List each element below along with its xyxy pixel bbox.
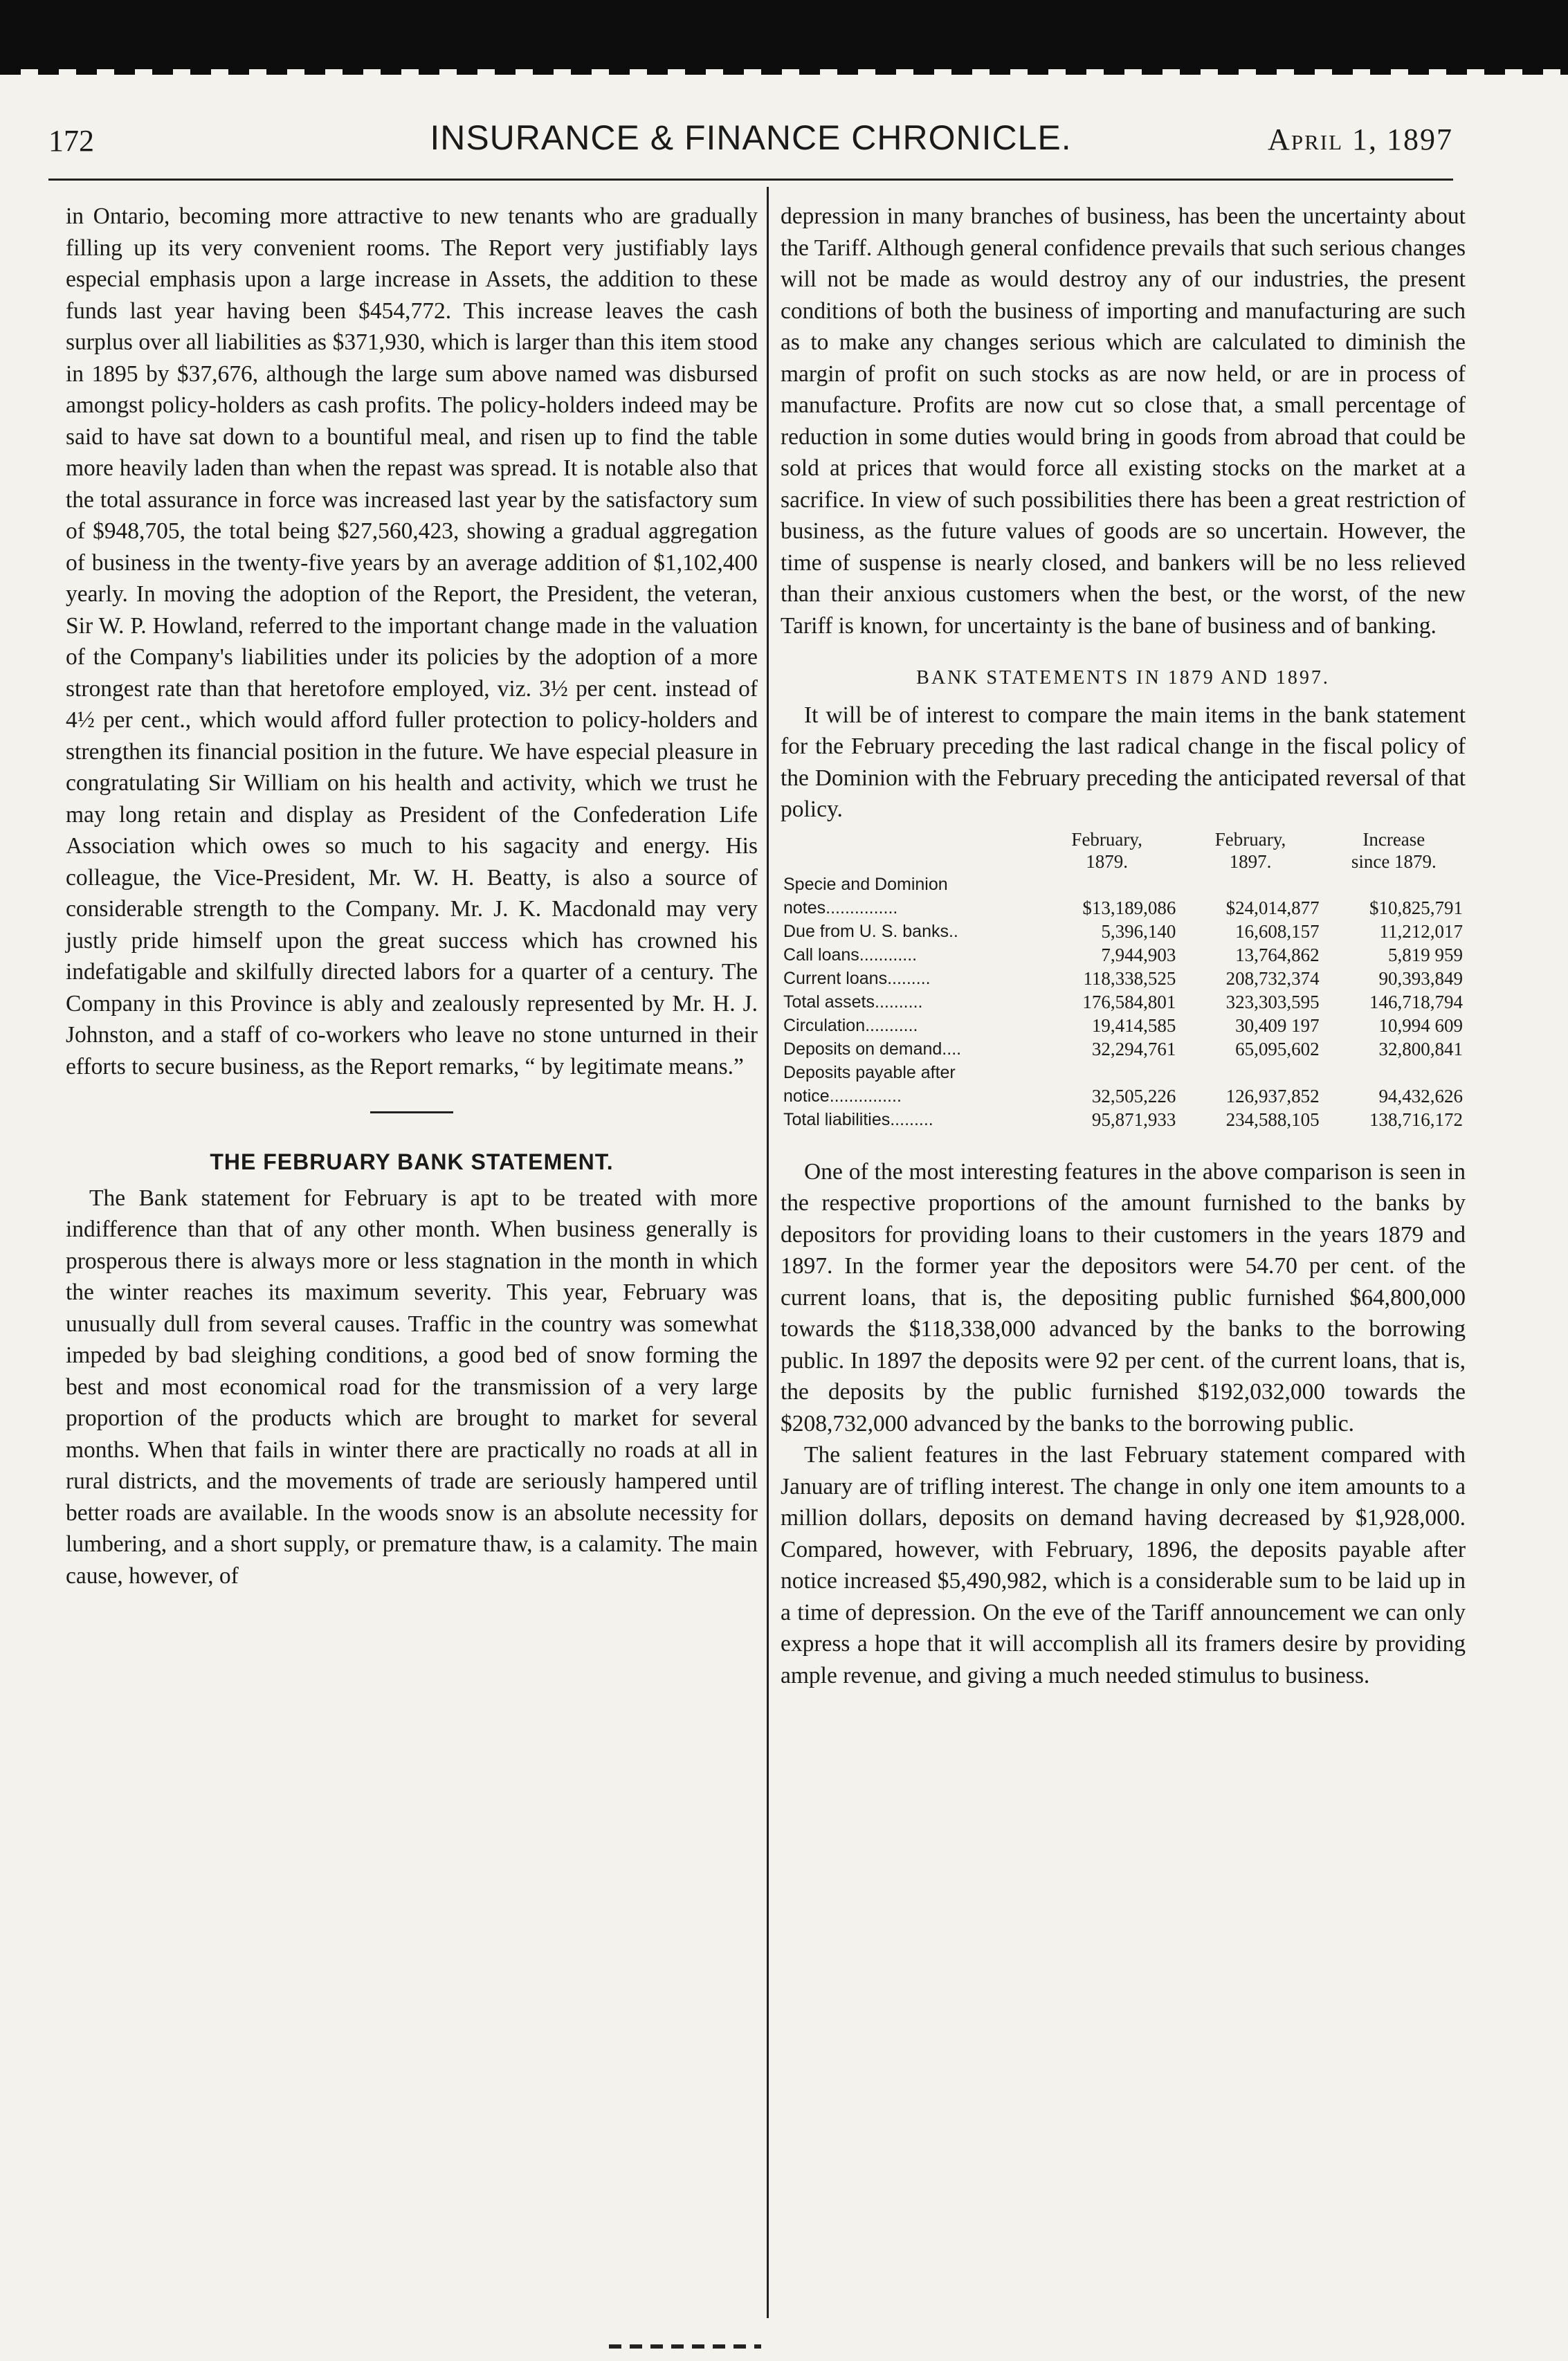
cell-increase [1322, 1061, 1466, 1084]
cell-1879: 7,944,903 [1101, 944, 1176, 965]
table-row [781, 1108, 1466, 1131]
cell-increase: 94,432,626 [1378, 1085, 1463, 1106]
cell-increase: 138,716,172 [1369, 1109, 1463, 1130]
cell-1879 [1035, 873, 1178, 896]
cell-1879: 32,505,226 [1091, 1085, 1176, 1106]
row-label: Total liabilities......... [783, 1109, 933, 1129]
cell-increase: 5,819 959 [1388, 944, 1463, 965]
cell-1897: 30,409 197 [1235, 1014, 1320, 1036]
scan-top-band [0, 0, 1568, 69]
table-header-cell: February, 1879. [1071, 828, 1142, 872]
article-paragraph: in Ontario, becoming more attractive to new tenants who are gradually filling up its very convenient rooms. The Report very justifiably lays especial emphasis upon a large increase in Assets, the addition to these funds last year having been $454,772. This increase leaves the cash surplus over all liabilities as $371,930, which is larger than this item stood in 1895 by $37,676, although the large sum above named was disbursed amongst policy-holders as cash profits. The policy-holders indeed may be said to have sat down to a bountiful meal, and risen up to find the table more heavily laden than when the repast was spread. It is notable also that the total assurance in force was increased last year by the satisfactory sum of $948,705, the total being $27,560,423, showing a gradual aggregation of business in the twenty-five years by an average addition of $1,102,400 yearly. In moving the adoption of the Report, the President, the veteran, Sir W. P. Howland, referred to the important change made in the valuation of the Company's liabilities under its policies by the adoption of a more strongest rate than that heretofore employed, viz. 3½ per cent. instead of 4½ per cent., which would afford fuller protection to policy-holders and strengthen its financial position in the future. We have especial pleasure in congratulating Sir William on his health and activity, which we trust he may long retain and display as President of the Confederation Life Association which owes so much to his sagacity and energy. His colleague, the Vice-President, Mr. W. H. Beatty, is also a source of considerable strength to the Company. Mr. J. K. Macdonald may very justly pride himself upon the great success which has crowned his indefatigable and skilfully directed labors for a quarter of a century. The Company in this Province is ably and zealously represented by Mr. H. J. Johnston, and a staff of co-workers who leave no stone unturned in their efforts to secure business, as the Report remarks, “ by legitimate means.” [66, 203, 758, 1079]
table-row [781, 967, 1466, 990]
table-row [781, 896, 1466, 920]
section-separator-rule [370, 1111, 453, 1113]
scan-bottom-marks [609, 2344, 761, 2349]
column-divider [767, 187, 769, 2318]
cell-increase [1322, 873, 1466, 896]
row-label: Specie and Dominion [783, 874, 948, 894]
row-label: Call loans............ [783, 945, 918, 965]
row-label: Circulation........... [783, 1015, 918, 1035]
bank-comparison-table [781, 828, 1466, 1131]
cell-increase: 11,212,017 [1379, 920, 1463, 942]
cell-1879: 19,414,585 [1091, 1014, 1176, 1036]
table-row [781, 1037, 1466, 1061]
cell-1897 [1178, 1061, 1322, 1084]
header-rule [48, 179, 1453, 181]
row-label: Current loans......... [783, 968, 931, 988]
cell-1879 [1035, 1061, 1178, 1084]
cell-1897: 13,764,862 [1235, 944, 1320, 965]
row-label: Deposits on demand.... [783, 1039, 962, 1059]
journal-title: INSURANCE & FINANCE CHRONICLE. [430, 118, 1072, 157]
page-number: 172 [48, 124, 94, 158]
article-paragraph: It will be of interest to compare the main items in the bank statement for the February preceding the last radical change in the fiscal policy of the Dominion with the February preceding the anticipated reversal of that policy. [781, 702, 1466, 822]
cell-1879: 32,294,761 [1091, 1038, 1176, 1059]
cell-1879: 95,871,933 [1091, 1109, 1176, 1130]
left-column [66, 201, 758, 1592]
cell-increase: 90,393,849 [1378, 967, 1463, 989]
cell-1897: 208,732,374 [1225, 967, 1320, 989]
section-heading: THE FEBRUARY BANK STATEMENT. [210, 1149, 614, 1174]
article-paragraph: One of the most interesting features in the above comparison is seen in the respective proportions of the amount furnished to the banks by depositors for providing loans to their customers in the years 1879 and 1897. In the former year the depositors were 54.70 per cent. of the current loans, that is, the depositing public furnished $64,800,000 towards the $118,338,000 advanced by the banks to the borrowing public. In 1897 the deposits were 92 per cent. of the current loans, that is, the deposits by the public furnished $192,032,000 towards the $208,732,000 advanced by the banks to the borrowing public. [781, 1158, 1466, 1437]
cell-1897: 323,303,595 [1225, 991, 1320, 1012]
table-row [781, 1061, 1466, 1084]
cell-1897: 16,608,157 [1235, 920, 1320, 942]
table-row [781, 1084, 1466, 1108]
cell-1879: 118,338,525 [1083, 967, 1176, 989]
table-row [781, 920, 1466, 943]
cell-1897: 65,095,602 [1235, 1038, 1320, 1059]
table-header-cell: Increase since 1879. [1351, 828, 1437, 872]
table-subheading: BANK STATEMENTS IN 1879 AND 1897. [916, 667, 1330, 689]
row-label: Total assets.......... [783, 992, 923, 1012]
cell-1897: 234,588,105 [1225, 1109, 1320, 1130]
article-paragraph: depression in many branches of business, has been the uncertainty about the Tariff. Although general confidence prevails that such serious changes will not be made as would destroy any of our industries, the present conditions of both the business of importing and manufacturing are such as to make any changes serious which are calculated to diminish the margin of profit on such stocks as are now held, or are in process of manufacture. Profits are now cut so close that, a small percentage of reduction in some duties would bring in goods from abroad that could be sold at prices that would force all existing stocks on the market at a sacrifice. In view of such possibilities there has been a great restriction of business, as the future values of goods are so uncertain. However, the time of suspense is nearly closed, and bankers will be no less relieved than their anxious customers when the best, or the worst, of the new Tariff is known, for uncertainty is the bane of business and of banking. [781, 203, 1466, 639]
cell-increase: $10,825,791 [1369, 897, 1463, 918]
row-label: notice............... [783, 1086, 902, 1106]
row-label: notes............... [783, 897, 898, 918]
table-row [781, 873, 1466, 896]
cell-1879: 5,396,140 [1101, 920, 1176, 942]
cell-increase: 32,800,841 [1378, 1038, 1463, 1059]
cell-increase: 146,718,794 [1369, 991, 1463, 1012]
cell-1897 [1178, 873, 1322, 896]
row-label: Deposits payable after [783, 1062, 956, 1082]
table-header-row [781, 828, 1466, 873]
table-row [781, 990, 1466, 1014]
cell-1897: 126,937,852 [1225, 1085, 1320, 1106]
article-paragraph: The Bank statement for February is apt to be treated with more indifference than that of any other month. When business generally is prosperous there is always more or less stagnation in the month in which the winter reaches its maximum severity. This year, February was unusually dull from several causes. Traffic in the country was somewhat impeded by bad sleighing conditions, a good bed of snow forming the best and most economical road for the transmission of a very large proportion of the products which are brought to market for several months. When that fails in winter there are practically no roads at all in rural districts, and the movements of trade are seriously hampered until better roads are available. In the woods snow is an absolute necessity for lumbering, and a short supply, or premature thaw, is a calamity. The main cause, however, of [66, 1185, 758, 1589]
issue-date: April 1, 1897 [1268, 122, 1453, 156]
cell-1897: $24,014,877 [1225, 897, 1320, 918]
right-column [781, 201, 1466, 1691]
article-paragraph: The salient features in the last February statement compared with January are of trifling interest. The change in only one item amounts to a million dollars, deposits on demand having decreased by $1,928,000. Compared, however, with February, 1896, the deposits payable after notice increased $5,490,982, which is a considerable sum to be laid up in a time of depression. On the eve of the Tariff announcement we can only express a hope that it will accomplish all its framers desire by providing ample revenue, and giving a much needed stimulus to business. [781, 1442, 1466, 1688]
row-label: Due from U. S. banks.. [783, 921, 958, 941]
cell-1879: $13,189,086 [1082, 897, 1176, 918]
cell-increase: 10,994 609 [1378, 1014, 1463, 1036]
cell-1879: 176,584,801 [1082, 991, 1176, 1012]
table-header-cell: February, 1897. [1214, 828, 1286, 872]
table-header-label [781, 828, 1035, 873]
table-row [781, 943, 1466, 967]
table-row [781, 1014, 1466, 1037]
running-head [48, 118, 1453, 166]
